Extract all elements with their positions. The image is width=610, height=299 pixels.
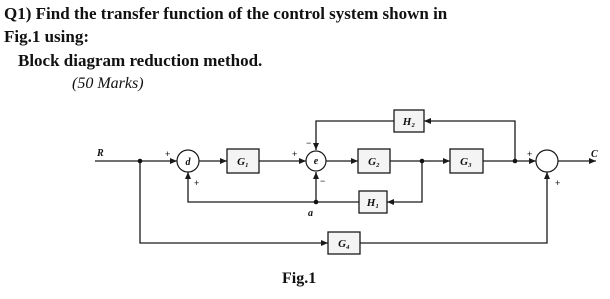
node-label-a: a [308, 208, 313, 219]
sign-e-top: − [306, 138, 312, 148]
wire-h1-pickoff [387, 161, 422, 202]
block-h1-label: H₁ [366, 197, 380, 209]
question-line-1: Q1) Find the transfer function of the control system shown in [4, 4, 448, 23]
summing-point-output [536, 150, 558, 172]
block-g2-label: G₂ [368, 156, 380, 168]
sign-d-input: + [165, 149, 171, 159]
sign-output-bottom: + [555, 178, 561, 188]
input-label-r: R [97, 148, 104, 159]
junction-h1 [420, 159, 425, 164]
figure-caption: Fig.1 [282, 270, 317, 287]
junction-r [138, 159, 143, 164]
block-g1-label: G₁ [237, 156, 249, 168]
sign-d-feedback: + [194, 178, 200, 188]
summing-label-e: e [313, 156, 319, 167]
block-h2-label: H₂ [402, 116, 416, 128]
question-method: Block diagram reduction method. [18, 51, 263, 70]
sign-e-input: + [292, 149, 298, 159]
summing-label-d: d [185, 157, 191, 168]
block-g4-label: G₄ [338, 238, 350, 250]
marks-label: (50 Marks) [72, 75, 144, 92]
wire-a-to-d [188, 172, 316, 202]
sign-output-input: + [527, 149, 533, 159]
output-label-c: C [591, 149, 598, 160]
wire-h2-to-e [316, 121, 394, 150]
sign-e-bottom: − [320, 176, 326, 186]
block-g3-label: G₃ [460, 156, 472, 168]
junction-a [314, 200, 319, 205]
wire-g4-to-out [360, 172, 547, 243]
question-line-2: Fig.1 using: [4, 27, 90, 46]
junction-h2 [513, 159, 518, 164]
